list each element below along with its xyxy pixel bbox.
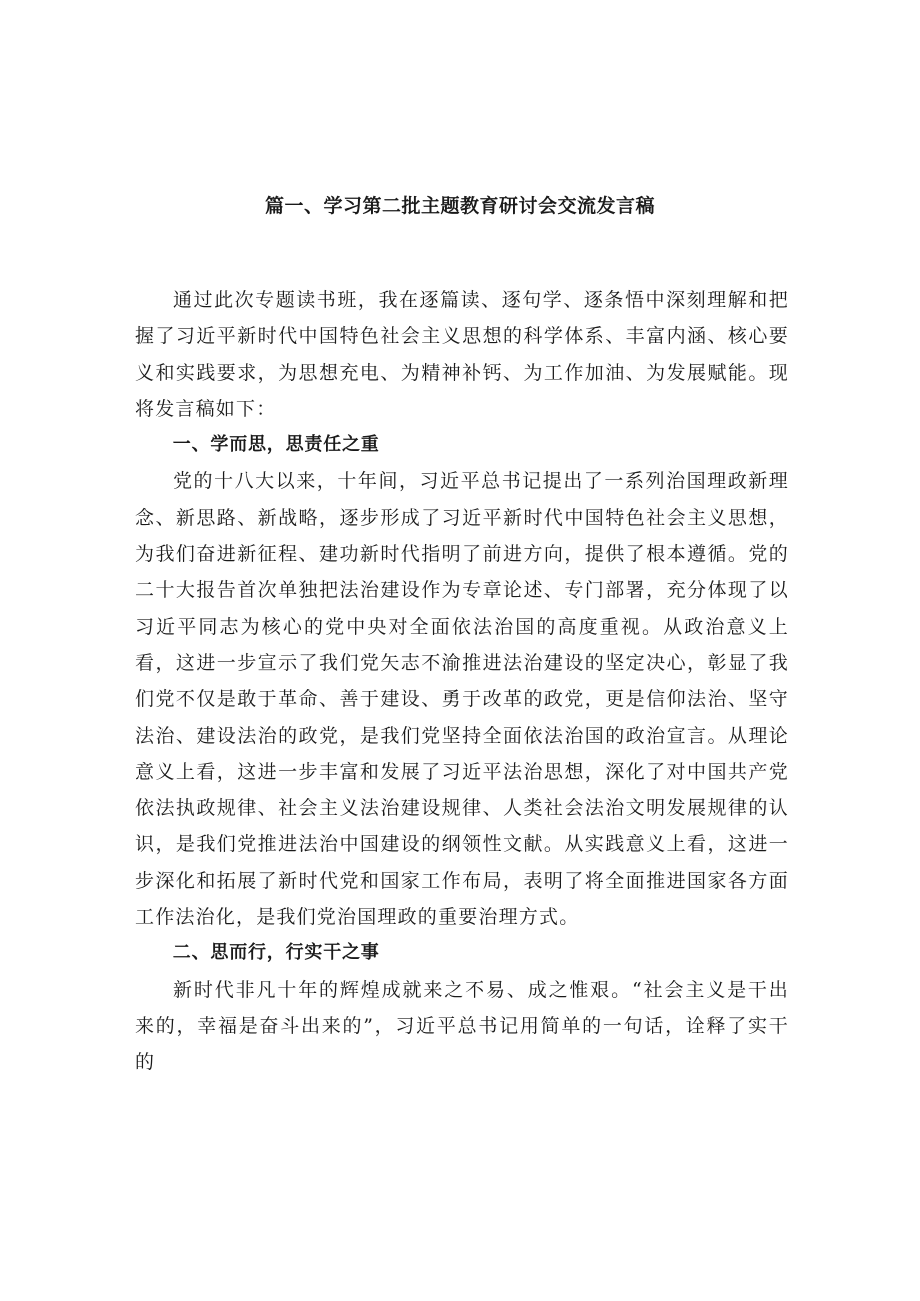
- section-1-paragraph: 党的十八大以来，十年间，习近平总书记提出了一系列治国理政新理念、新思路、新战略，逐步形成了习近平新时代中国特色社会主义思想，为我们奋进新征程、建功新时代指明了前进方向，提供了根本遵循。党的二十大报告首次单独把法治建设作为专章论述、专门部署，充分体现了以习近平同志为核心的党中央对全面依法治国的高度重视。从政治意义上看，这进一步宣示了我们党矢志不渝推进法治建设的坚定决心，彰显了我们党不仅是敢于革命、善于建设、勇于改革的政党，更是信仰法治、坚守法治、建设法治的政党，是我们党坚持全面依法治国的政治宣言。从理论意义上看，这进一步丰富和发展了习近平法治思想，深化了对中国共产党依法执政规律、社会主义法治建设规律、人类社会法治文明发展规律的认识，是我们党推进法治中国建设的纲领性文献。从实践意义上看，这进一步深化和拓展了新时代党和国家工作布局，表明了将全面推进国家各方面工作法治化，是我们党治国理政的重要治理方式。: [135, 470, 789, 929]
- section-heading-1: 一、学而思，思责任之重: [172, 434, 380, 456]
- intro-paragraph: 通过此次专题读书班，我在逐篇读、逐句学、逐条悟中深刻理解和把握了习近平新时代中国特色社会主义思想的科学体系、丰富内涵、核心要义和实践要求，为思想充电、为精神补钙、为工作加油、为发展赋能。现将发言稿如下：: [135, 289, 789, 420]
- section-heading-2: 二、思而行，行实干之事: [172, 942, 380, 964]
- section-2-paragraph: 新时代非凡十年的辉煌成就来之不易、成之惟艰。“社会主义是干出来的，幸福是奋斗出来的”，习近平总书记用简单的一句话，诠释了实干的: [135, 978, 789, 1074]
- document-body: [135, 282, 789, 1081]
- document-title: 篇一、学习第二批主题教育研讨会交流发言稿: [264, 194, 655, 217]
